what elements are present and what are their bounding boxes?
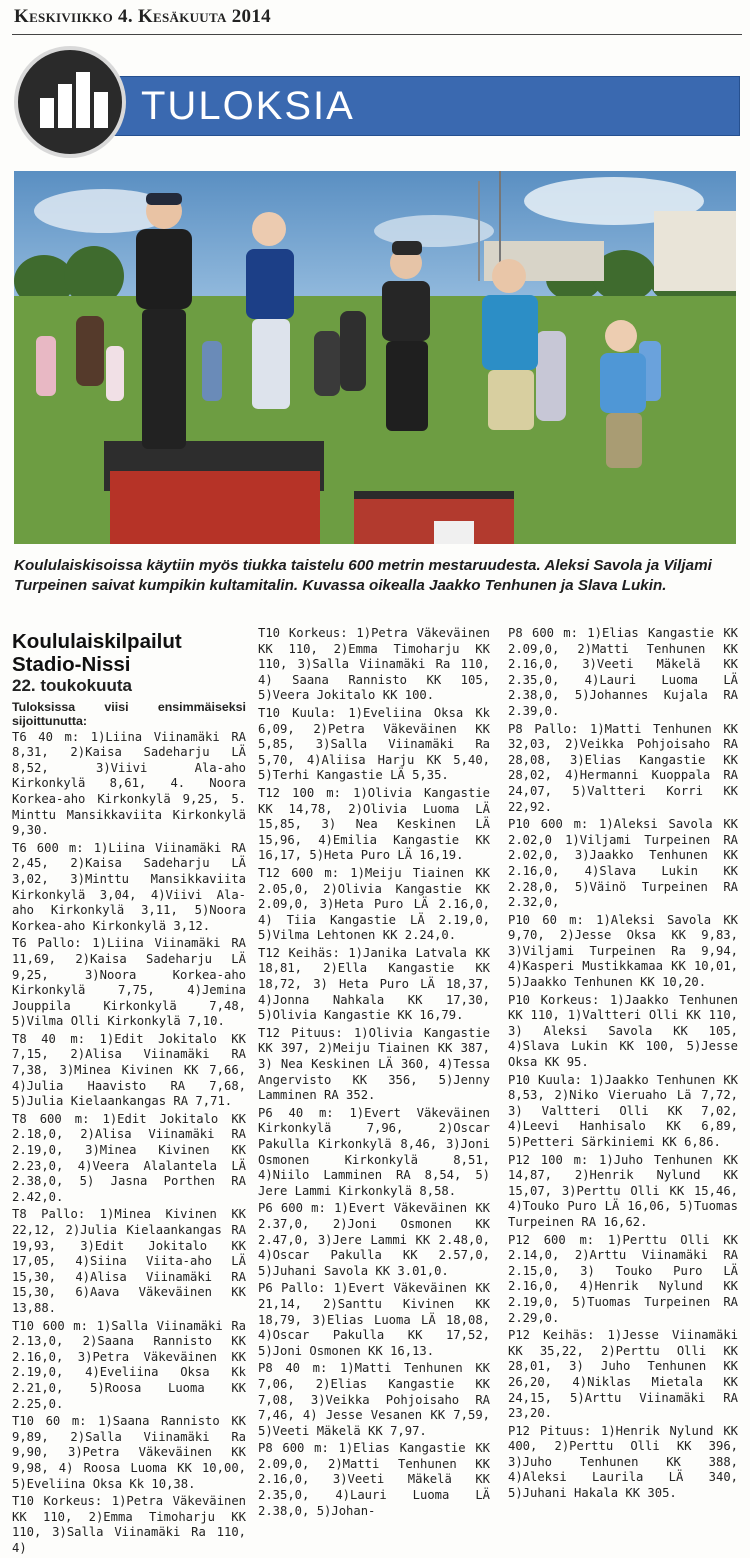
result-paragraph: P10 600 m: 1)Aleksi Savola KK 2.02,0 1)Viljami Turpeinen RA 2.02,0, 3)Jaakko Tenhunen KK 2.16,0, 4)Slava Lukin KK 2.28,0, 5)Väinö Turpeinen RA 2.32,0,: [508, 817, 738, 910]
result-paragraph: T12 100 m: 1)Olivia Kangastie KK 14,78, 2)Olivia Luoma LÄ 15,85, 3) Nea Keskinen LÄ 15,96, 4)Emilia Kangastie KK 16,17, 5)Heta Puro LÄ 16,19.: [258, 785, 490, 863]
result-paragraph: T12 Pituus: 1)Olivia Kangastie KK 397, 2)Meiju Tiainen KK 387, 3) Nea Keskinen LÄ 360, 4)Tessa Angervisto KK 356, 5)Jenny Lamminen RA 352.: [258, 1025, 490, 1103]
result-paragraph: P8 Pallo: 1)Matti Tenhunen KK 32,03, 2)Veikka Pohjoisaho RA 28,08, 3)Elias Kangastie KK 28,02, 4)Hermanni Kuoppala RA 24,07, 5)Valtteri Korri KK 22,92.: [508, 721, 738, 814]
result-paragraph: P10 Kuula: 1)Jaakko Tenhunen KK 8,53, 2)Niko Vieruaho Lä 7,72, 3) Valtteri Olli KK 7,02, 4)Leevi Hanhisalo KK 6,89, 5)Petteri Särkiniemi KK 6,86.: [508, 1072, 738, 1149]
results-column-2: [258, 626, 490, 1521]
result-paragraph: T8 40 m: 1)Edit Jokitalo KK 7,15, 2)Alisa Viinamäki RA 7,38, 3)Minea Kivinen KK 7,66, 4)Julia Haavisto RA 7,68, 5)Julia Kielaankangas RA 7,71.: [12, 1031, 246, 1109]
result-paragraph: P12 600 m: 1)Perttu Olli KK 2.14,0, 2)Arttu Viinamäki RA 2.15,0, 3) Touko Puro LÄ 2.16,0, 4)Henrik Nylund KK 2.19,0, 5)Tuomas Turpeinen RA 2.29,0.: [508, 1232, 738, 1325]
article-date: 22. toukokuuta: [12, 676, 132, 695]
result-paragraph: P8 600 m: 1)Elias Kangastie KK 2.09,0, 2)Matti Tenhunen KK 2.16,0, 3)Veeti Mäkelä KK 2.35,0, 4)Lauri Luoma LÄ 2.38,0, 5)Johannes Kujala RA 2.39,0.: [508, 626, 738, 718]
result-paragraph: T10 Kuula: 1)Eveliina Oksa Kk 6,09, 2)Petra Väkeväinen KK 5,85, 3)Salla Viinamäki Ra 5,70, 4)Aliisa Harju KK 5,40, 5)Terhi Kangastie LÄ 5,35.: [258, 705, 490, 783]
result-paragraph: P6 40 m: 1)Evert Väkeväinen Kirkonkylä 7,96, 2)Oscar Pakulla Kirkonkylä 8,46, 3)Joni Osmonen Kirkonkylä 8,51, 4)Niilo Lamminen RA 8,54, 5) Jere Lammi Kirkonkylä 8,58.: [258, 1105, 490, 1198]
result-paragraph: T6 40 m: 1)Liina Viinamäki RA 8,31, 2)Kaisa Sadeharju LÄ 8,52, 3)Viivi Ala-aho Kirkonkylä 8,61, 4. Noora Korkea-aho Kirkonkylä 9,25, 5. Minttu Mansikkaviita Kirkonkylä 9,30.: [12, 729, 246, 838]
header-rule: [12, 34, 742, 35]
result-paragraph: T10 Korkeus: 1)Petra Väkeväinen KK 110, 2)Emma Timoharju KK 110, 3)Salla Viinamäki Ra 110, 4) Saana Rannisto KK 105, 5)Veera Jokitalo KK 100.: [258, 626, 490, 703]
headline-line-1: Koululaiskilpailut: [12, 630, 182, 653]
article-lead: Tuloksissa viisi ensimmäiseksi sijoittunutta:: [12, 699, 246, 728]
bar-chart-icon: [14, 46, 126, 158]
result-paragraph: T10 Korkeus: 1)Petra Väkeväinen KK 110, 2)Emma Timoharju KK 110, 3)Salla Viinamäki Ra 110, 4): [12, 1494, 246, 1555]
photo-caption: Koululaiskisoissa käytiin myös tiukka taistelu 600 metrin mestaruudesta. Aleksi Savola ja Viljami Turpeinen saivat kumpikin kultamitalin. Kuvassa oikealla Jaakko Tenhunen ja Slava Lukin.: [14, 557, 712, 594]
result-paragraph: T10 60 m: 1)Saana Rannisto KK 9,89, 2)Salla Viinamäki Ra 9,90, 3)Petra Väkeväinen KK 9,98, 4) Roosa Luoma KK 10,00, 5)Eveliina Oksa Kk 10,38.: [12, 1414, 246, 1491]
photo-illustration: [14, 171, 736, 544]
dateline: Keskiviikko 4. Kesäkuuta 2014: [14, 6, 271, 27]
headline-line-2: Stadio-Nissi: [12, 653, 131, 676]
result-paragraph: T12 600 m: 1)Meiju Tiainen KK 2.05,0, 2)Olivia Kangastie KK 2.09,0, 3)Heta Puro LÄ 2.16,0, 4) Tiia Kangastie LÄ 2.19,0, 5)Vilma Lehtonen KK 2.24,0.: [258, 865, 490, 943]
article-headline: [12, 630, 246, 676]
result-paragraph: T6 Pallo: 1)Liina Viinamäki RA 11,69, 2)Kaisa Sadeharju LÄ 9,25, 3)Noora Korkea-aho Kirkonkylä 7,75, 4)Jemina Jouppila Kirkonkylä 7,48, 5)Vilma Olli Kirkonkylä 7,10.: [12, 936, 246, 1029]
result-paragraph: T8 Pallo: 1)Minea Kivinen KK 22,12, 2)Julia Kielaankangas RA 19,93, 3)Edit Jokitalo KK 17,05, 4)Siina Viita-aho LÄ 15,30, 4)Alisa Viinamäki RA 15,30, 6)Aava Väkeväinen KK 13,88.: [12, 1207, 246, 1315]
results-column-3: [508, 626, 738, 1504]
result-paragraph: P6 600 m: 1)Evert Väkeväinen KK 2.37,0, 2)Joni Osmonen KK 2.47,0, 3)Jere Lammi KK 2.48,0, 4)Oscar Pakulla KK 2.57,0, 5)Juhani Savola KK 3.01,0.: [258, 1201, 490, 1278]
result-paragraph: P8 600 m: 1)Elias Kangastie KK 2.09,0, 2)Matti Tenhunen KK 2.16,0, 3)Veeti Mäkelä KK 2.35,0, 4)Lauri Luoma LÄ 2.38,0, 5)Johan-: [258, 1441, 490, 1518]
result-paragraph: T6 600 m: 1)Liina Viinamäki RA 2,45, 2)Kaisa Sadeharju LÄ 3,02, 3)Minttu Mansikkaviita Kirkonkylä 3,04, 4)Viivi Ala-aho Kirkonkylä 3,11, 5)Noora Korkea-aho Kirkonkylä 3,12.: [12, 840, 246, 933]
result-paragraph: T8 600 m: 1)Edit Jokitalo KK 2.18,0, 2)Alisa Viinamäki RA 2.19,0, 3)Minea Kivinen KK 2.23,0, 4)Veera Alalantela LÄ 2.38,0, 5) Jasna Porthen RA 2.42,0.: [12, 1111, 246, 1204]
section-title: TULOKSIA: [141, 84, 355, 128]
result-paragraph: P12 100 m: 1)Juho Tenhunen KK 14,87, 2)Henrik Nylund KK 15,07, 3)Perttu Olli KK 15,46, 4)Touko Puro LÄ 16,06, 5)Tuomas Turpeinen RA 16,62.: [508, 1152, 738, 1229]
result-paragraph: T12 Keihäs: 1)Janika Latvala KK 18,81, 2)Ella Kangastie KK 18,72, 3) Heta Puro LÄ 18,37, 4)Jonna Nahkala KK 17,30, 5)Olivia Kangastie KK 16,79.: [258, 945, 490, 1023]
result-paragraph: P12 Pituus: 1)Henrik Nylund KK 400, 2)Perttu Olli KK 396, 3)Juho Tenhunen KK 388, 4)Aleksi Laurila LÄ 340, 5)Juhani Hakala KK 305.: [508, 1423, 738, 1501]
result-paragraph: P10 60 m: 1)Aleksi Savola KK 9,70, 2)Jesse Oksa KK 9,83, 3)Viljami Turpeinen Ra 9,94, 4)Kasperi Mustikkamaa KK 10,01, 5)Jaakko Tenhunen KK 10,20.: [508, 912, 738, 990]
result-paragraph: P6 Pallo: 1)Evert Väkeväinen KK 21,14, 2)Santtu Kivinen KK 18,79, 3)Elias Luoma LÄ 18,08, 4)Oscar Pakulla KK 17,52, 5)Joni Osmonen KK 16,13.: [258, 1281, 490, 1358]
result-paragraph: P8 40 m: 1)Matti Tenhunen KK 7,06, 2)Elias Kangastie KK 7,08, 3)Veikka Pohjoisaho RA 7,46, 4) Jesse Vesanen KK 7,59, 5)Veeti Mäkelä KK 7,97.: [258, 1361, 490, 1438]
result-paragraph: T10 600 m: 1)Salla Viinamäki Ra 2.13,0, 2)Saana Rannisto KK 2.16,0, 3)Petra Väkeväinen KK 2.19,0, 4)Eveliina Oksa Kk 2.21,0, 5)Roosa Luoma KK 2.25,0.: [12, 1318, 246, 1411]
section-banner: [60, 76, 740, 136]
result-paragraph: P12 Keihäs: 1)Jesse Viinamäki KK 35,22, 2)Perttu Olli KK 28,01, 3) Juho Tenhunen KK 26,20, 4)Niklas Mietala KK 24,15, 5)Arttu Viinamäki RA 23,20.: [508, 1328, 738, 1421]
result-paragraph: P10 Korkeus: 1)Jaakko Tenhunen KK 110, 1)Valtteri Olli KK 110, 3) Aleksi Savola KK 105, 4)Slava Lukin KK 100, 5)Jesse Oksa KK 95.: [508, 992, 738, 1070]
award-ceremony-photo: [14, 171, 736, 544]
results-column-1: [12, 626, 246, 1558]
